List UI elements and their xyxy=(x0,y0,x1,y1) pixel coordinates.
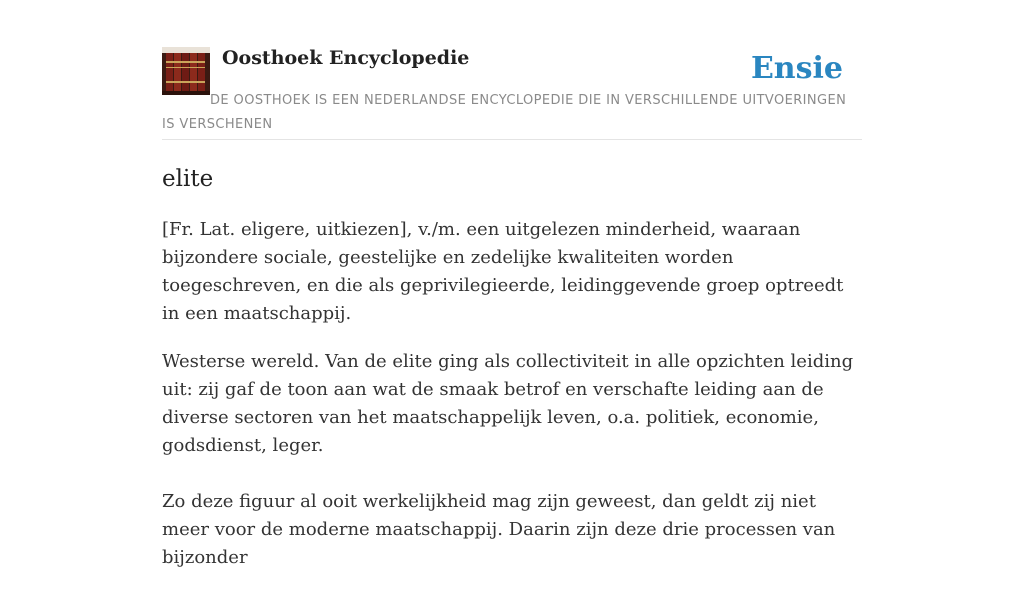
ensie-logo-link[interactable]: Ensie xyxy=(750,51,843,86)
entry-title: elite xyxy=(162,166,214,192)
publication-description: DE OOSTHOEK IS EEN NEDERLANDSE ENCYCLOPEDIE DIE IN VERSCHILLENDE UITVOERINGEN IS VERSCHENEN xyxy=(162,93,847,132)
content-container xyxy=(162,0,862,592)
publication-title[interactable]: Oosthoek Encyclopedie xyxy=(222,47,470,69)
article-paragraph: Zo deze figuur al ooit werkelijkheid mag zijn geweest, dan geldt zij niet meer voor de moderne maatschappij. Daarin zijn deze drie processen van bijzonder xyxy=(162,491,836,568)
article-paragraph: Westerse wereld. Van de elite ging als collectiviteit in alle opzichten leiding uit: zij gaf de toon aan wat de smaak betrof en verschafte leiding aan de diverse sectoren van het maatschappelijk leven, o.a. politiek, economie, godsdienst, leger. xyxy=(162,351,854,456)
article xyxy=(162,140,862,572)
publication-avatar[interactable] xyxy=(162,47,210,95)
encyclopedia-books-icon xyxy=(162,47,210,95)
publication-header xyxy=(162,0,862,140)
definition-paragraph: [Fr. Lat. eligere, uitkiezen], v./m. een uitgelezen minderheid, waaraan bijzondere sociale, geestelijke en zedelijke kwaliteiten worden toegeschreven, en die als geprivilegieerde, leidinggevende groep optreedt in een maatschappij. xyxy=(162,219,844,324)
